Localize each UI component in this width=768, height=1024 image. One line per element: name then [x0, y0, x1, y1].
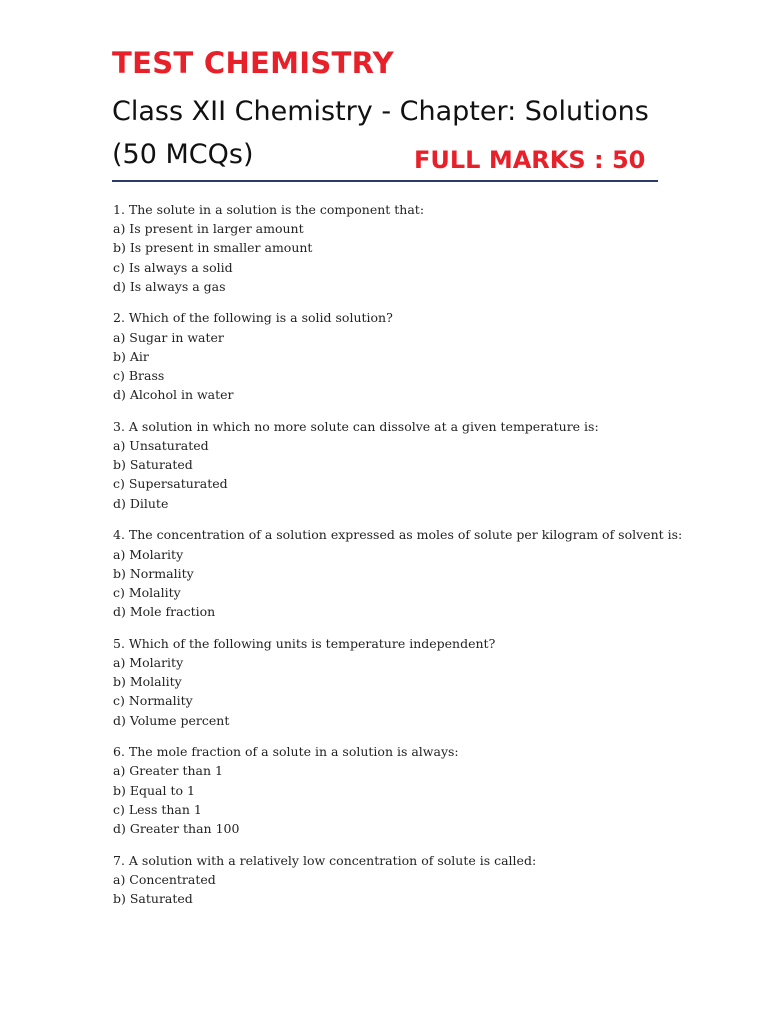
answer-option: c) Normality	[113, 693, 193, 709]
document-title: Class XII Chemistry - Chapter: Solutions	[112, 96, 649, 127]
header-divider	[112, 180, 658, 182]
answer-option: b) Molality	[113, 674, 182, 690]
question-text: 1. The solute in a solution is the component that:	[113, 202, 425, 217]
answer-option: b) Normality	[113, 565, 194, 581]
document-subtitle: (50 MCQs)	[112, 139, 254, 170]
answer-option: d) Volume percent	[113, 712, 230, 728]
answer-option: a) Is present in larger amount	[113, 221, 304, 237]
answer-option: d) Alcohol in water	[113, 387, 234, 403]
answer-option: b) Equal to 1	[113, 782, 195, 798]
answer-option: b) Saturated	[113, 457, 193, 473]
answer-option: c) Less than 1	[113, 801, 202, 817]
answer-option: c) Supersaturated	[113, 476, 228, 492]
brand-title: TEST CHEMISTRY	[112, 46, 394, 80]
answer-option: a) Concentrated	[113, 871, 216, 887]
answer-option: a) Molarity	[113, 546, 184, 562]
answer-option: d) Is always a gas	[113, 278, 226, 294]
question-text: 5. Which of the following units is temperature independent?	[113, 635, 496, 651]
question-5	[113, 634, 673, 730]
question-7	[113, 851, 673, 909]
question-4	[113, 525, 683, 621]
question-1	[113, 200, 673, 296]
answer-option: b) Saturated	[113, 891, 193, 906]
answer-option: d) Dilute	[113, 495, 169, 511]
question-text: 2. Which of the following is a solid solution?	[113, 310, 393, 326]
question-6	[113, 742, 673, 838]
answer-option: d) Mole fraction	[113, 604, 216, 620]
answer-option: a) Unsaturated	[113, 438, 209, 454]
question-2	[113, 308, 673, 404]
question-3	[113, 417, 673, 513]
answer-option: a) Molarity	[113, 654, 184, 670]
question-text: 6. The mole fraction of a solute in a solution is always:	[113, 744, 459, 760]
answer-option: a) Greater than 1	[113, 763, 223, 779]
full-marks-label: FULL MARKS : 50	[414, 146, 646, 174]
answer-option: b) Is present in smaller amount	[113, 240, 313, 256]
question-list	[113, 200, 683, 921]
answer-option: b) Air	[113, 348, 149, 364]
answer-option: c) Is always a solid	[113, 259, 233, 275]
question-text: 3. A solution in which no more solute can dissolve at a given temperature is:	[113, 418, 599, 434]
question-text: 4. The concentration of a solution expressed as moles of solute per kilogram of solvent is:	[113, 527, 683, 543]
answer-option: c) Molality	[113, 584, 181, 600]
question-text: 7. A solution with a relatively low concentration of solute is called:	[113, 852, 537, 868]
answer-option: a) Sugar in water	[113, 329, 224, 345]
answer-option: d) Greater than 100	[113, 820, 240, 836]
answer-option: c) Brass	[113, 368, 165, 383]
